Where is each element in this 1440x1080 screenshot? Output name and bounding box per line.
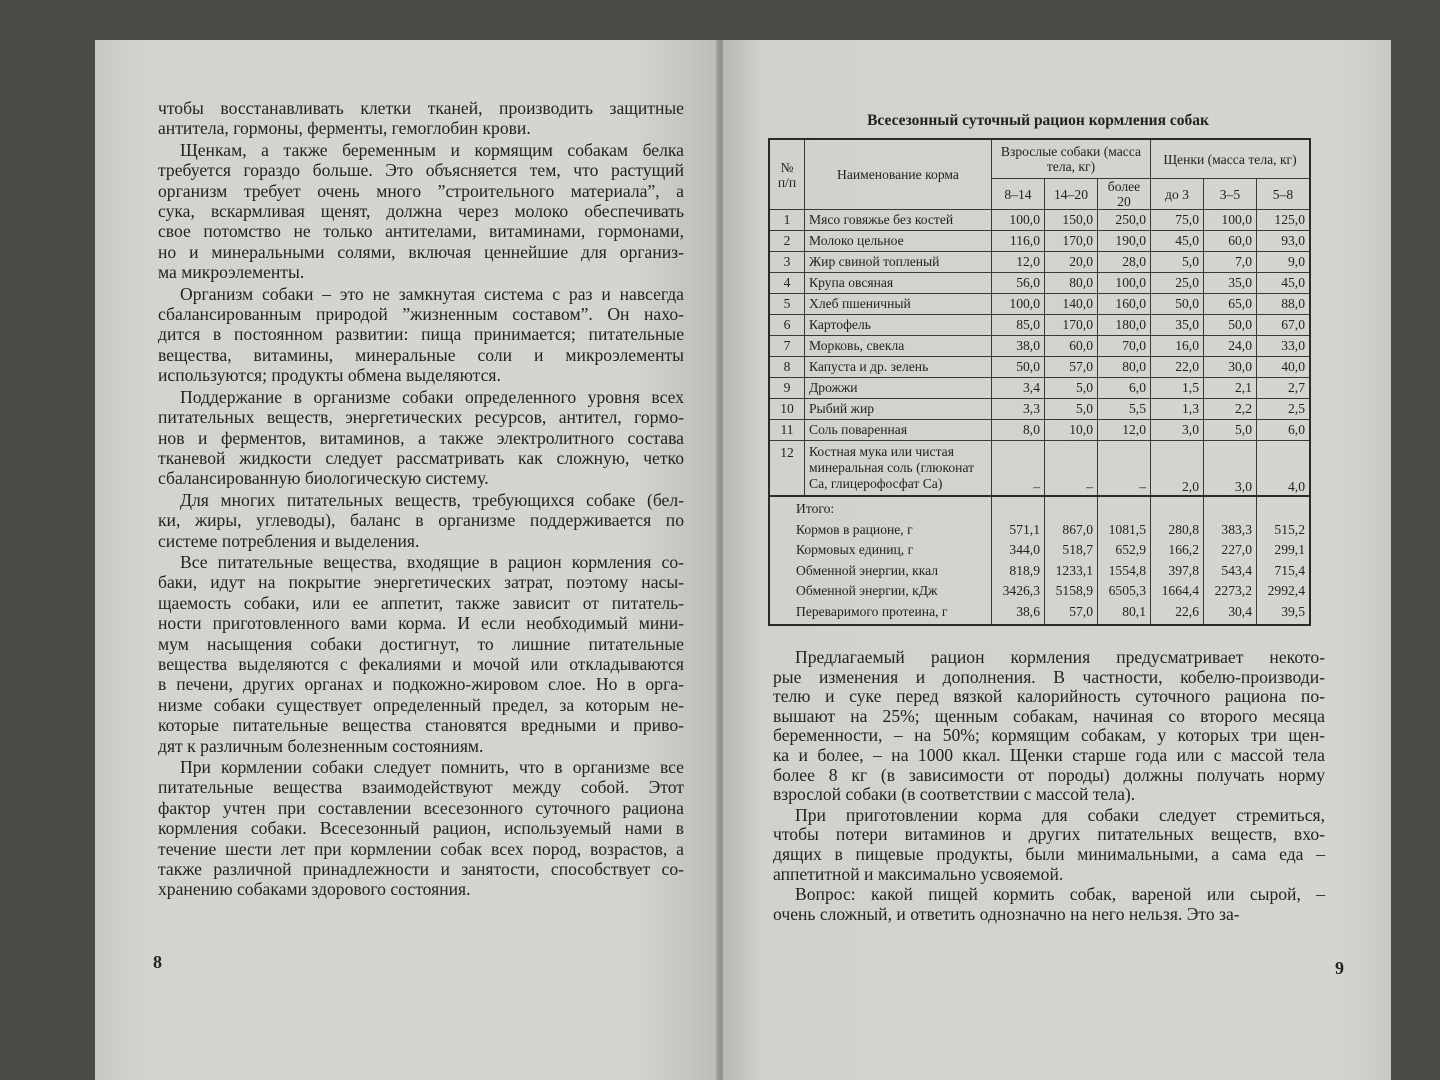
cell-value: 93,0 [1257, 231, 1311, 252]
cell-value: 190,0 [1098, 231, 1151, 252]
cell-value: 24,0 [1204, 336, 1257, 357]
paragraph [773, 648, 1325, 805]
cell-value: 5,0 [1204, 420, 1257, 441]
totals-name: Переваримого протеина, г [796, 603, 948, 619]
cell-value: 9,0 [1257, 252, 1311, 273]
cell-value: 56,0 [992, 273, 1045, 294]
totals-spacer [1102, 499, 1146, 520]
cell-value: 1,3 [1151, 399, 1204, 420]
ration-table [768, 138, 1311, 626]
text-line: чтобы восстанавливать клетки тканей, производить защитные [158, 98, 684, 118]
food-name: Жир свиной топленый [805, 252, 992, 273]
col-group-puppy: Щенки (масса тела, кг) [1151, 139, 1311, 179]
totals-value: 38,6 [1016, 603, 1040, 619]
cell-value: 5,5 [1098, 399, 1151, 420]
cell-value: 150,0 [1045, 210, 1098, 231]
cell-value: 100,0 [992, 294, 1045, 315]
cell-value: 30,0 [1204, 357, 1257, 378]
cell-value: 80,0 [1098, 357, 1151, 378]
table-row [769, 399, 1310, 420]
text-line: вещества, витамины, минеральные соли и микроэлементы [158, 344, 684, 365]
col-header-weight: 14–20 [1045, 179, 1098, 210]
cell-value: 22,0 [1151, 357, 1204, 378]
food-name: Картофель [805, 315, 992, 336]
text-line: вещества выделяются с фекалиями и мочой или откладываются [158, 653, 684, 674]
totals-column [1151, 496, 1204, 625]
text-line: ности приготовленного вами корма. И если необходимый мини- [158, 613, 684, 634]
totals-value: 22,6 [1175, 603, 1199, 619]
text-line: в печени, других органах и подкожно-жировом слое. Но в орга- [158, 674, 684, 695]
totals-spacer [1155, 499, 1199, 520]
totals-value: 39,5 [1281, 603, 1305, 619]
cell-value: 70,0 [1098, 336, 1151, 357]
text-line: вышают на 25%; щенным собакам, начиная со второго месяца [773, 705, 1325, 726]
cell-value: 65,0 [1204, 294, 1257, 315]
page-number: 9 [1335, 958, 1344, 978]
text-line: ки, жиры, углеводы), баланс в организме поддерживается по [158, 510, 684, 531]
food-name: Крупа овсяная [805, 273, 992, 294]
cell-value: 2,7 [1257, 378, 1311, 399]
cell-value: – [1045, 441, 1098, 497]
text-line: питательные вещества взаимодействуют между собой. Этот [158, 777, 684, 798]
cell-value: 3,0 [1151, 420, 1204, 441]
totals-column [1045, 496, 1098, 625]
food-name: Хлеб пшеничный [805, 294, 992, 315]
cell-value: 45,0 [1257, 273, 1311, 294]
totals-name: Кормов в рационе, г [796, 521, 913, 537]
totals-value: 652,9 [1115, 542, 1146, 557]
cell-value: 5,0 [1045, 378, 1098, 399]
totals-name: Обменной энергии, ккал [796, 562, 939, 578]
text-line: очень сложный, и ответить однозначно на него нельзя. Это за- [773, 903, 1240, 924]
text-line: дится в постоянном развитии: пища принимается; питательные [158, 324, 684, 345]
cell-value: 5,0 [1045, 399, 1098, 420]
text-line: тканевой жидкости следует рассматривать как сложную, четко [158, 447, 684, 468]
text-line: Все питательные вещества, входящие в рацион кормления со- [180, 551, 684, 572]
cell-value: 67,0 [1257, 315, 1311, 336]
paragraph [158, 490, 684, 551]
row-number: 12 [769, 441, 805, 497]
table-row [769, 378, 1310, 399]
totals-name: Обменной энергии, кДж [796, 583, 938, 598]
food-name: Морковь, свекла [805, 336, 992, 357]
text-line: Поддержание в организме собаки определенного уровня всех [180, 386, 684, 407]
cell-value: 6,0 [1257, 420, 1311, 441]
text-line: взрослой собаки (в соответствии с массой тела). [773, 784, 1136, 805]
totals-value: 818,9 [1009, 562, 1040, 578]
table-row [769, 441, 1310, 497]
cell-value: 20,0 [1045, 252, 1098, 273]
totals-value: 5158,9 [1055, 583, 1093, 598]
food-name: Рыбий жир [805, 399, 992, 420]
cell-value: 5,0 [1151, 252, 1204, 273]
totals-value: 1233,1 [1055, 562, 1093, 578]
totals-value: 715,4 [1274, 562, 1305, 578]
text-line: используются; продукты обмена выделяются. [158, 365, 501, 386]
totals-value: 299,1 [1274, 542, 1305, 557]
totals-value: 1081,5 [1108, 521, 1146, 537]
cell-value: 45,0 [1151, 231, 1204, 252]
text-line: телю и суке перед вязкой калорийность суточного рациона по- [773, 686, 1325, 707]
row-number: 8 [769, 357, 805, 378]
row-number: 6 [769, 315, 805, 336]
text-line: организм требует очень много ”строительного материала”, а [158, 180, 684, 201]
row-number: 1 [769, 210, 805, 231]
text-line: рые изменения и дополнения. В частности, кобелю-производи- [773, 666, 1325, 687]
totals-heading: Итого: [796, 501, 835, 516]
text-line: щаемость собаки, или ее аппетит, также зависит от питатель- [158, 592, 684, 613]
cell-value: 50,0 [1204, 315, 1257, 336]
right-page [723, 40, 1391, 1080]
cell-value: 35,0 [1204, 273, 1257, 294]
totals-value: 30,4 [1228, 603, 1252, 619]
page-number: 8 [153, 952, 162, 972]
totals-spacer [996, 499, 1040, 520]
food-name: Капуста и др. зелень [805, 357, 992, 378]
table-row [769, 336, 1310, 357]
table-row [769, 273, 1310, 294]
text-line: дящих в пищевые продукты, были минимальными, а сама еда – [773, 843, 1325, 864]
totals-value: 518,7 [1062, 542, 1093, 557]
cell-value: 16,0 [1151, 336, 1204, 357]
cell-value: 80,0 [1045, 273, 1098, 294]
totals-spacer [1261, 499, 1305, 520]
text-line: Вопрос: какой пищей кормить собак, вареной или сырой, – [795, 884, 1325, 905]
cell-value: 2,5 [1257, 399, 1311, 420]
cell-value: 33,0 [1257, 336, 1311, 357]
paragraph [158, 552, 684, 756]
cell-value: 100,0 [1098, 273, 1151, 294]
paragraph [158, 284, 684, 386]
totals-value: 2992,4 [1267, 583, 1305, 598]
totals-value: 383,3 [1221, 521, 1252, 537]
row-number: 7 [769, 336, 805, 357]
row-number: 5 [769, 294, 805, 315]
cell-value: 100,0 [992, 210, 1045, 231]
cell-value: 2,0 [1151, 441, 1204, 497]
cell-value: 12,0 [1098, 420, 1151, 441]
cell-value: 3,3 [992, 399, 1045, 420]
totals-value: 3426,3 [1002, 583, 1040, 598]
totals-labels [769, 496, 992, 625]
paragraph [158, 140, 684, 283]
totals-value: 397,8 [1168, 562, 1199, 578]
col-header-num: № п/п [769, 139, 805, 210]
food-name: Молоко цельное [805, 231, 992, 252]
text-line: течение шести лет при кормлении собак всех пород, возрастов, а [158, 838, 684, 859]
totals-spacer [1049, 499, 1093, 520]
totals-spacer [1208, 499, 1252, 520]
paragraph [158, 757, 684, 900]
text-line: сбалансированную биологическую систему. [158, 468, 489, 489]
totals-row [769, 496, 1310, 625]
row-number: 3 [769, 252, 805, 273]
cell-value: 85,0 [992, 315, 1045, 336]
text-line: дят к различным болезненным состояниям. [158, 735, 484, 756]
col-header-weight: 8–14 [992, 179, 1045, 210]
text-line: системе потребления и выделения. [158, 530, 420, 551]
cell-value: – [1098, 441, 1151, 497]
text-line: Организм собаки – это не замкнутая система с раз и навсегда [180, 283, 684, 304]
text-line: сбалансированным природой ”жизненным составом”. Он нахо- [158, 304, 684, 325]
cell-value: 180,0 [1098, 315, 1151, 336]
totals-name: Кормовых единиц, г [796, 542, 914, 557]
text-line: требуется гораздо больше. Это объясняется тем, что растущий [158, 160, 684, 181]
cell-value: 100,0 [1204, 210, 1257, 231]
cell-value: 60,0 [1204, 231, 1257, 252]
totals-value: 6505,3 [1108, 583, 1146, 598]
cell-value: 50,0 [1151, 294, 1204, 315]
cell-value: 2,1 [1204, 378, 1257, 399]
cell-value: 140,0 [1045, 294, 1098, 315]
text-line: Предлагаемый рацион кормления предусматривает некото- [795, 647, 1325, 667]
cell-value: 60,0 [1045, 336, 1098, 357]
text-line: питательных веществ, энергетических ресурсов, антител, гормо- [158, 407, 684, 428]
text-line: низме собаки существует определенный предел, за которым не- [158, 694, 684, 715]
totals-column [1098, 496, 1151, 625]
text-line: аппетитной и максимально усвояемой. [773, 863, 1064, 884]
cell-value: 57,0 [1045, 357, 1098, 378]
row-number: 2 [769, 231, 805, 252]
cell-value: 12,0 [992, 252, 1045, 273]
cell-value: 3,0 [1204, 441, 1257, 497]
table-row [769, 315, 1310, 336]
totals-value: 1664,4 [1161, 583, 1199, 598]
text-line: ма микроэлементы. [158, 262, 305, 283]
cell-value: 125,0 [1257, 210, 1311, 231]
text-line: При приготовлении корма для собаки следует стремиться, [795, 804, 1325, 825]
table-row [769, 357, 1310, 378]
text-line: беременности, – на 50%; кормящим собакам, у которых три щен- [773, 725, 1325, 746]
text-line: фактор учтен при составлении всесезонного суточного рациона [158, 797, 684, 818]
table-row [769, 210, 1310, 231]
cell-value: 1,5 [1151, 378, 1204, 399]
cell-value: 88,0 [1257, 294, 1311, 315]
totals-column [1204, 496, 1257, 625]
totals-value: 543,4 [1221, 562, 1252, 578]
text-line: также различной принадлежности и занятости, способствует со- [158, 859, 684, 880]
cell-value: 38,0 [992, 336, 1045, 357]
totals-value: 1554,8 [1108, 562, 1146, 578]
paragraph [158, 387, 684, 489]
text-line: свое потомство не только антителами, витаминами, гормонами, [158, 221, 684, 242]
totals-column [1257, 496, 1311, 625]
cell-value: 4,0 [1257, 441, 1311, 497]
cell-value: 28,0 [1098, 252, 1151, 273]
col-header-weight: до 3 [1151, 179, 1204, 210]
cell-value: 10,0 [1045, 420, 1098, 441]
cell-value: 160,0 [1098, 294, 1151, 315]
cell-value: 75,0 [1151, 210, 1204, 231]
totals-value: 166,2 [1168, 542, 1199, 557]
cell-value: 6,0 [1098, 378, 1151, 399]
table-row [769, 420, 1310, 441]
cell-value: 8,0 [992, 420, 1045, 441]
text-line: антитела, гормоны, ферменты, гемоглобин крови. [158, 118, 531, 139]
table-title: Всесезонный суточный рацион кормления собак [867, 112, 1209, 129]
cell-value: 7,0 [1204, 252, 1257, 273]
text-line: нов и ферментов, витаминов, а также электролитного состава [158, 427, 684, 448]
col-header-weight: 3–5 [1204, 179, 1257, 210]
cell-value: 3,4 [992, 378, 1045, 399]
table-row [769, 294, 1310, 315]
food-name: Дрожжи [805, 378, 992, 399]
totals-value: 2273,2 [1214, 583, 1252, 598]
text-line: которые питательные вещества становятся вредными и приво- [158, 715, 684, 736]
cell-value: 2,2 [1204, 399, 1257, 420]
text-line: сука, вскармливая щенят, должна через молоко обеспечивать [158, 201, 684, 222]
text-line: При кормлении собаки следует помнить, что в организме все [180, 757, 684, 777]
row-number: 9 [769, 378, 805, 399]
text-line: мум насыщения собаки достигнут, то лишние питательные [158, 633, 684, 654]
totals-column [992, 496, 1045, 625]
text-line: Щенкам, а также беременным и кормящим собакам белка [180, 139, 684, 160]
row-number: 11 [769, 420, 805, 441]
paragraph [158, 98, 684, 139]
cell-value: 35,0 [1151, 315, 1204, 336]
text-line: но и минеральными солями, включая ценнейшие для организ- [158, 241, 684, 262]
cell-value: 170,0 [1045, 231, 1098, 252]
paragraph [773, 885, 1325, 924]
table-row [769, 231, 1310, 252]
food-name: Соль поваренная [805, 420, 992, 441]
text-line: баки, идут на покрытие энергетических затрат, поэтому насы- [158, 572, 684, 593]
row-number: 4 [769, 273, 805, 294]
text-line: Для многих питательных веществ, требующихся собаке (бел- [180, 489, 684, 510]
paragraph [773, 806, 1325, 884]
row-number: 10 [769, 399, 805, 420]
left-page-text [158, 98, 684, 901]
food-name: Мясо говяжье без костей [805, 210, 992, 231]
cell-value: 40,0 [1257, 357, 1311, 378]
cell-value: – [992, 441, 1045, 497]
totals-value: 344,0 [1009, 542, 1040, 557]
text-line: ка и более, – на 1000 ккал. Щенки старше года или с массой тела [773, 744, 1325, 765]
col-header-weight: 5–8 [1257, 179, 1311, 210]
table-row [769, 252, 1310, 273]
totals-value: 57,0 [1069, 603, 1093, 619]
totals-value: 867,0 [1062, 521, 1093, 537]
totals-value: 227,0 [1221, 542, 1252, 557]
col-group-adult: Взрослые собаки (масса тела, кг) [992, 139, 1151, 179]
food-name: Костная мука или чистая минеральная соль (глюконат Са, глицерофосфат Са) [805, 441, 992, 497]
text-line: хранению собаками здорового состояния. [158, 879, 471, 900]
text-line: более 8 кг (в зависимости от породы) должны получать норму [773, 764, 1325, 785]
left-page [95, 40, 723, 1080]
text-line: чтобы потери витаминов и других питательных веществ, вхо- [773, 824, 1325, 845]
totals-value: 280,8 [1168, 521, 1199, 537]
cell-value: 250,0 [1098, 210, 1151, 231]
totals-value: 515,2 [1274, 521, 1305, 537]
right-page-text [773, 648, 1325, 925]
cell-value: 50,0 [992, 357, 1045, 378]
col-header-weight: более 20 [1098, 179, 1151, 210]
totals-value: 571,1 [1009, 521, 1040, 537]
text-line: кормления собаки. Всесезонный рацион, используемый нами в [158, 818, 684, 839]
cell-value: 116,0 [992, 231, 1045, 252]
cell-value: 25,0 [1151, 273, 1204, 294]
totals-value: 80,1 [1122, 603, 1146, 619]
cell-value: 170,0 [1045, 315, 1098, 336]
col-header-name: Наименование корма [805, 139, 992, 210]
